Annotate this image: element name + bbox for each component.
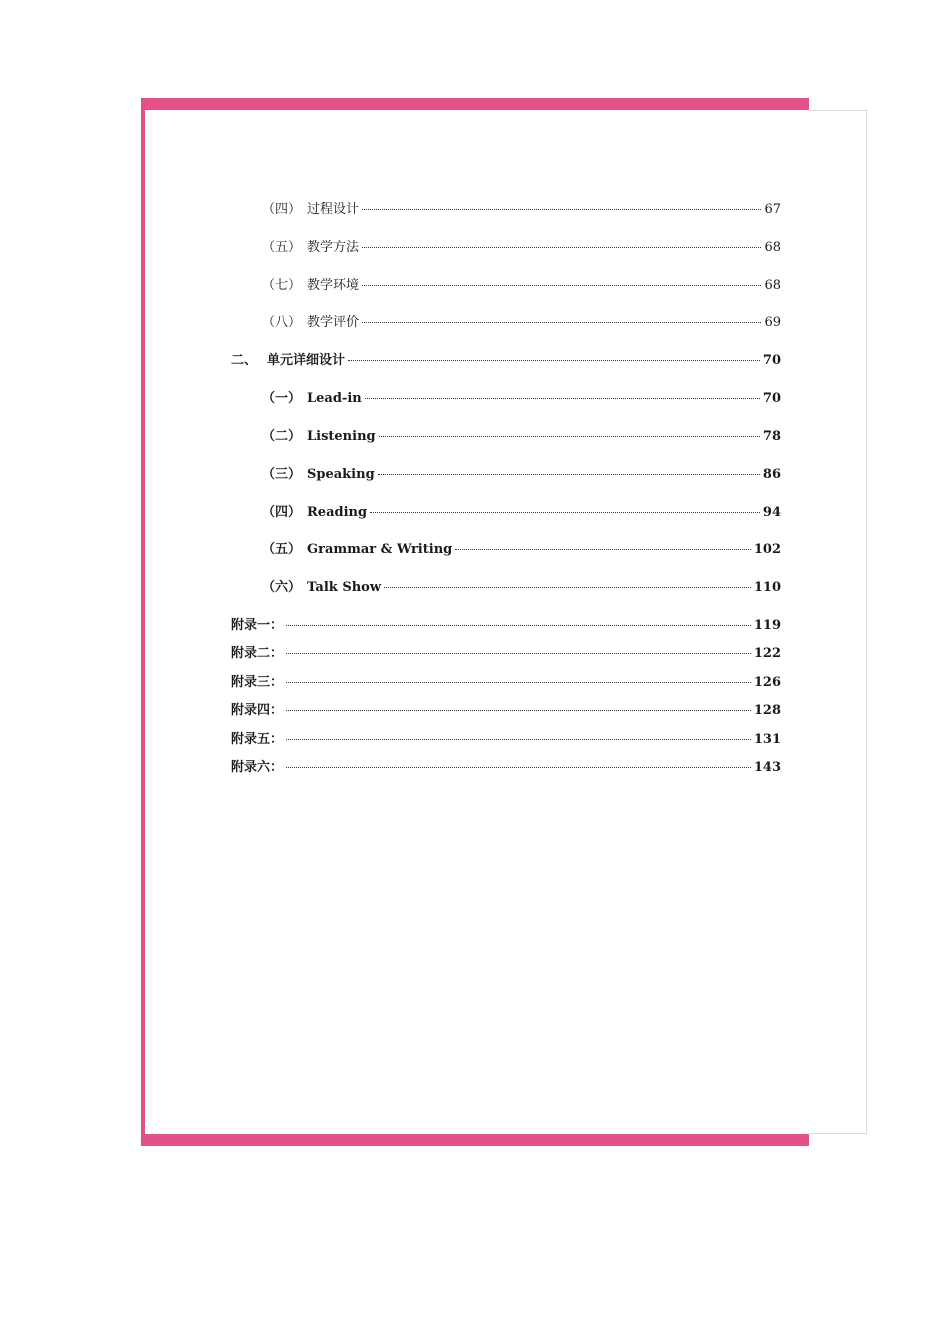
toc-appendix-title: 附录六： [231,760,284,775]
toc-section-number: 二、 [231,353,258,368]
toc-dot-leader [378,474,760,475]
toc-entry-number: （五） [262,542,302,557]
toc-appendix-entry[interactable] [231,614,781,636]
toc-entry[interactable] [262,463,781,485]
toc-entry[interactable] [262,425,781,447]
toc-entry-title: 教学方法 [307,240,360,255]
page-frame-bottom-bar [141,1134,809,1146]
toc-dot-leader [362,247,761,248]
toc-entry-title: Listening [307,429,376,444]
toc-appendix-entry[interactable] [231,671,781,693]
toc-appendix-title: 附录五： [231,732,284,747]
toc-entry-title: Speaking [307,467,375,482]
toc-section-page: 70 [762,353,781,368]
toc-section-entry[interactable] [231,349,781,371]
toc-dot-leader [370,512,760,513]
toc-entry-page: 78 [762,429,781,444]
toc-entry-title: Grammar & Writing [307,542,453,557]
toc-entry-title: Lead-in [307,391,362,406]
toc-dot-leader [384,587,751,588]
toc-entry[interactable] [262,311,781,333]
toc-entry[interactable] [262,387,781,409]
toc-entry-title: 教学环境 [307,278,360,293]
toc-appendix-title: 附录三： [231,675,284,690]
toc-dot-leader [286,767,751,768]
toc-entry-page: 69 [764,315,781,330]
toc-appendix-page: 119 [753,618,781,633]
toc-entry-page: 86 [762,467,781,482]
toc-entry-page: 70 [762,391,781,406]
toc-appendix-entry[interactable] [231,728,781,750]
toc-entry-number: （八） [262,315,302,330]
toc-dot-leader [362,209,761,210]
toc-appendix-title: 附录二： [231,646,284,661]
toc-dot-leader [362,285,761,286]
toc-entry-title: 教学评价 [307,315,360,330]
toc-dot-leader [286,653,751,654]
toc-entry-page: 68 [764,240,781,255]
toc-entry-number: （二） [262,429,302,444]
toc-entry-page: 110 [753,580,781,595]
toc-appendix-page: 126 [753,675,781,690]
toc-appendix-entry[interactable] [231,756,781,778]
toc-appendix-page: 143 [753,760,781,775]
toc-entry-page: 67 [764,202,781,217]
toc-dot-leader [286,682,751,683]
toc-entry-number: （三） [262,467,302,482]
toc-entry-number: （六） [262,580,302,595]
toc-appendix-entry[interactable] [231,642,781,664]
toc-entry-number: （七） [262,278,302,293]
toc-entry[interactable] [262,576,781,598]
toc-entry[interactable] [262,274,781,296]
toc-dot-leader [455,549,751,550]
toc-entry[interactable] [262,538,781,560]
toc-appendix-title: 附录四： [231,703,284,718]
toc-entry-number: （五） [262,240,302,255]
toc-entry-page: 68 [764,278,781,293]
toc-entry-number: （四） [262,505,302,520]
toc-appendix-entry[interactable] [231,699,781,721]
toc-entry[interactable] [262,501,781,523]
toc-dot-leader [362,322,761,323]
toc-entry-number: （一） [262,391,302,406]
toc-entry[interactable] [262,198,781,220]
toc-entry-page: 94 [762,505,781,520]
toc-entry-title: Talk Show [307,580,382,595]
toc-entry-title: 过程设计 [307,202,360,217]
toc-dot-leader [286,739,751,740]
toc-dot-leader [286,710,751,711]
toc-entry[interactable] [262,236,781,258]
toc-entry-number: （四） [262,202,302,217]
toc-dot-leader [379,436,760,437]
toc-appendix-title: 附录一： [231,618,284,633]
toc-appendix-page: 131 [753,732,781,747]
toc-entry-title: Reading [307,505,368,520]
toc-entry-page: 102 [753,542,781,557]
toc-dot-leader [365,398,760,399]
toc-appendix-page: 128 [753,703,781,718]
toc-section-title: 单元详细设计 [267,353,346,368]
toc-dot-leader [348,360,760,361]
toc-appendix-page: 122 [753,646,781,661]
toc-dot-leader [286,625,751,626]
